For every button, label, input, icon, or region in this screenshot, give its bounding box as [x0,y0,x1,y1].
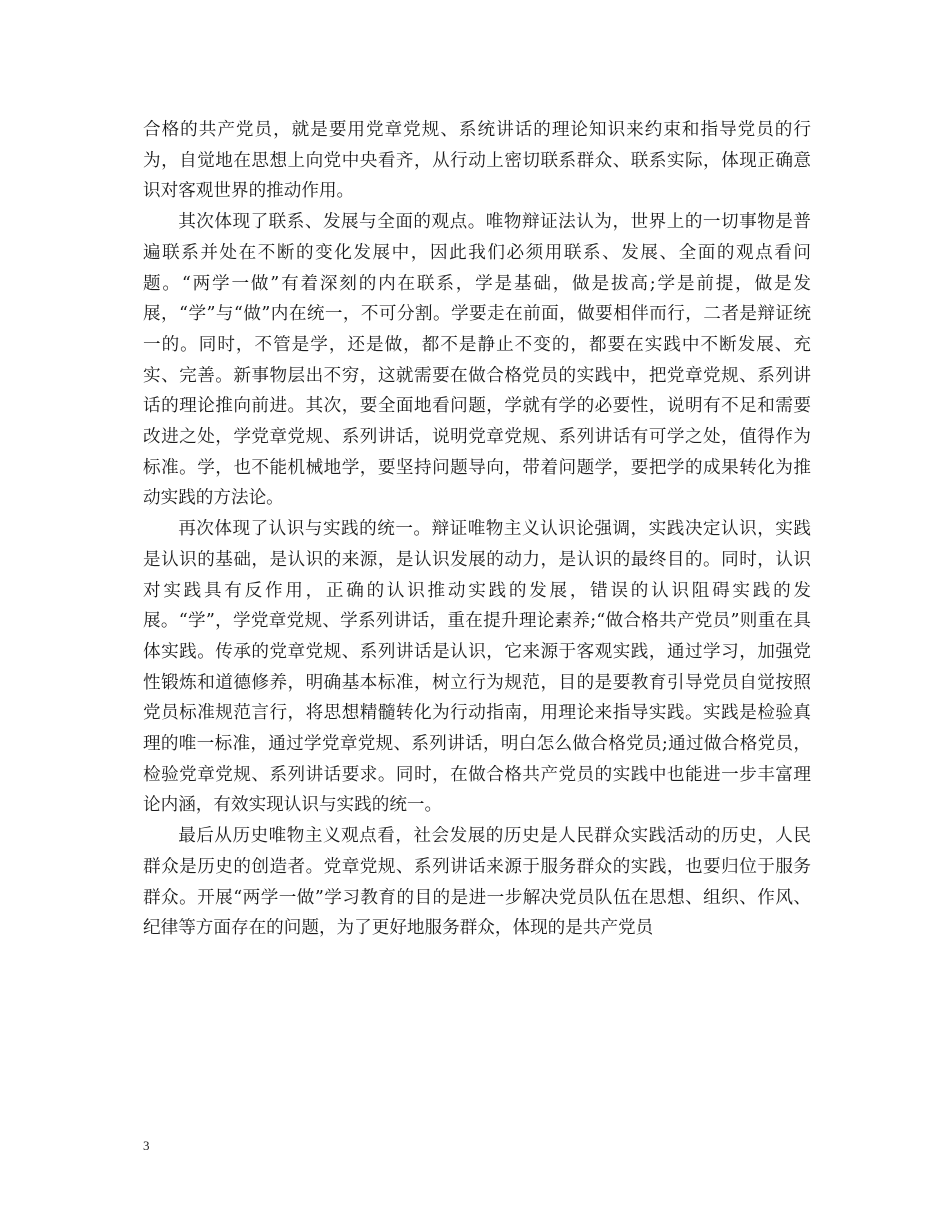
paragraph-3: 再次体现了认识与实践的统一。辩证唯物主义认识论强调，实践决定认识，实践是认识的基础，是认识的来源，是认识发展的动力，是认识的最终目的。同时，认识对实践具有反作用，正确的认识推动实践的发展，错误的认识阻碍实践的发展。“学”，学党章党规、学系列讲话，重在提升理论素养;“做合格共产党员”则重在具体实践。传承的党章党规、系列讲话是认识，它来源于客观实践，通过学习，加强党性锻炼和道德修养，明确基本标准，树立行为规范，目的是要教育引导党员自觉按照党员标准规范言行，将思想精髓转化为行动指南，用理论来指导实践。实践是检验真理的唯一标准，通过学党章党规、系列讲话，明白怎么做合格党员;通过做合格党员，检验党章党规、系列讲话要求。同时，在做合格共产党员的实践中也能进一步丰富理论内涵，有效实现认识与实践的统一。 [143,519,811,816]
paragraph-1: 合格的共产党员，就是要用党章党规、系统讲话的理论知识来约束和指导党员的行为，自觉地在思想上向党中央看齐，从行动上密切联系群众、联系实际，体现正确意识对客观世界的推动作用。 [143,120,811,202]
page-number: 3 [143,1138,150,1153]
document-body [143,115,811,944]
paragraph-2: 其次体现了联系、发展与全面的观点。唯物辩证法认为，世界上的一切事物是普遍联系并处在不断的变化发展中，因此我们必须用联系、发展、全面的观点看问题。“两学一做”有着深刻的内在联系，学是基础，做是拔高;学是前提，做是发展，“学”与“做”内在统一，不可分割。学要走在前面，做要相伴而行，二者是辩证统一的。同时，不管是学，还是做，都不是静止不变的，都要在实践中不断发展、充实、完善。新事物层出不穷，这就需要在做合格党员的实践中，把党章党规、系列讲话的理论推向前进。其次，要全面地看问题，学就有学的必要性，说明有不足和需要改进之处，学党章党规、系列讲话，说明党章党规、系列讲话有可学之处，值得作为标准。学，也不能机械地学，要坚持问题导向，带着问题学，要把学的成果转化为推动实践的方法论。 [143,212,811,509]
paragraph-4: 最后从历史唯物主义观点看，社会发展的历史是人民群众实践活动的历史，人民群众是历史的创造者。党章党规、系列讲话来源于服务群众的实践，也要归位于服务群众。开展“两学一做”学习教育的目的是进一步解决党员队伍在思想、组织、作风、纪律等方面存在的问题，为了更好地服务群众，体现的是共产党员 [143,826,811,939]
